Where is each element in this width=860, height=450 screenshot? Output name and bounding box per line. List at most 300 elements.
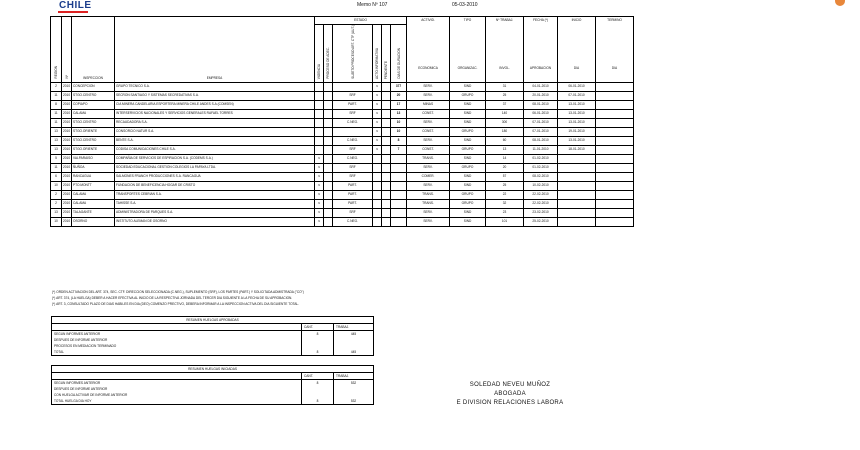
cell-region: 6 bbox=[51, 172, 62, 181]
cell-region: 11 bbox=[51, 163, 62, 172]
cell-trab: 32 bbox=[486, 199, 524, 208]
memo-date: 05-03-2010 bbox=[452, 2, 478, 8]
cell-trab: 22 bbox=[486, 190, 524, 199]
cell-suj bbox=[333, 127, 373, 136]
cell-no: 2010 bbox=[62, 127, 72, 136]
cell-acto bbox=[373, 163, 382, 172]
cell-vig bbox=[315, 100, 324, 109]
cell-insp: COPIAPO bbox=[72, 100, 115, 109]
table-row bbox=[51, 172, 634, 181]
cell-adec bbox=[324, 82, 333, 91]
cell-suj: C.NEG. bbox=[333, 217, 373, 226]
table-row bbox=[51, 100, 634, 109]
cell-act: TRANS. bbox=[407, 154, 450, 163]
cell-act: SERV. bbox=[407, 208, 450, 217]
cell-ter bbox=[596, 172, 634, 181]
cell-emp: RECAUDADORA S.A. bbox=[115, 118, 315, 127]
header-estado: ESTADO bbox=[315, 17, 407, 25]
table-row bbox=[51, 109, 634, 118]
cell-pend bbox=[382, 145, 391, 154]
cell-dias bbox=[391, 181, 407, 190]
cell-dias: 10 bbox=[391, 127, 407, 136]
cell-vig: X bbox=[315, 163, 324, 172]
cell-dias: 20 bbox=[391, 91, 407, 100]
cell-act: SERV. bbox=[407, 118, 450, 127]
cell-region: 13 bbox=[51, 145, 62, 154]
table-row bbox=[51, 82, 634, 91]
cell-tipo: GRUPO bbox=[450, 91, 486, 100]
cell-no: 2010 bbox=[62, 208, 72, 217]
cell-act: CONST. bbox=[407, 109, 450, 118]
cell-tipo: SIND bbox=[450, 136, 486, 145]
cell-dias bbox=[391, 154, 407, 163]
cell-ter bbox=[596, 82, 634, 91]
cell-vig: X bbox=[315, 172, 324, 181]
cell-ter bbox=[596, 190, 634, 199]
cell-insp: STGO.ORIENTE bbox=[72, 127, 115, 136]
cell-no: 2010 bbox=[62, 82, 72, 91]
cell-trab: 37 bbox=[486, 100, 524, 109]
cell-acto: X bbox=[373, 82, 382, 91]
table-row bbox=[51, 91, 634, 100]
cell-emp: SOCIEDAD EDUCACIONAL GESTION COLEGIOS LA PAPAYA LTDA. bbox=[115, 163, 315, 172]
header-pendiente: PENDIENTE bbox=[382, 25, 391, 83]
summary-label: TOTAL HUELGA DIA HOY bbox=[52, 398, 302, 405]
header-inicio: INICIO DIA bbox=[558, 17, 596, 83]
cell-fecha: 04-01-2010 bbox=[524, 82, 558, 91]
cell-emp: INTERSERVICIOS NACIONALES Y SERVICIOS GENERALES RAFAEL TORRES bbox=[115, 109, 315, 118]
cell-adec bbox=[324, 208, 333, 217]
signature-name: SOLEDAD NEVEU MUÑOZ bbox=[469, 382, 551, 388]
cell-ter bbox=[596, 127, 634, 136]
table-row bbox=[51, 136, 634, 145]
cell-emp: SECRON SANTIAGO Y SISTEMAS SECREDATIVAS S.A. bbox=[115, 91, 315, 100]
cell-insp: CALAMA bbox=[72, 109, 115, 118]
cell-suj: PART. bbox=[333, 181, 373, 190]
cell-trab: 140 bbox=[486, 109, 524, 118]
cell-acto: X bbox=[373, 127, 382, 136]
cell-vig bbox=[315, 118, 324, 127]
cell-vig: X bbox=[315, 199, 324, 208]
table-row bbox=[51, 190, 634, 199]
cell-pend bbox=[382, 199, 391, 208]
cell-ini bbox=[558, 181, 596, 190]
cell-insp: CALAMA bbox=[72, 190, 115, 199]
cell-region: 8 bbox=[51, 100, 62, 109]
header-empresa: EMPRESA bbox=[115, 17, 315, 83]
cell-act: SERV. bbox=[407, 82, 450, 91]
cell-ini: 06-01-2010 bbox=[558, 82, 596, 91]
cell-fecha: 22-02-2010 bbox=[524, 199, 558, 208]
cell-region: 11 bbox=[51, 91, 62, 100]
table-row bbox=[51, 217, 634, 226]
cell-pend bbox=[382, 163, 391, 172]
cell-acto bbox=[373, 217, 382, 226]
footnote-3: (*) ART. 3, CONSULTADO PLAZO DE DIAS HABILES EN DIA (DEO) COMENZO PRECTIVO, DEBERA INFORMAR A LA INSPECCION ACTIVA DEL DIA SIGUIENTE TOTAL. bbox=[52, 302, 300, 306]
cell-no: 2010 bbox=[62, 109, 72, 118]
cell-no: 2010 bbox=[62, 163, 72, 172]
cell-ini bbox=[558, 217, 596, 226]
cell-adec bbox=[324, 145, 333, 154]
cell-pend bbox=[382, 109, 391, 118]
cell-emp: BENTE S.A. bbox=[115, 136, 315, 145]
cell-region: 2 bbox=[51, 190, 62, 199]
memo-number: Memo Nº 107 bbox=[357, 2, 388, 8]
cell-act: SERV. bbox=[407, 136, 450, 145]
cell-region: 10 bbox=[51, 181, 62, 190]
header-dias: DIAS DE DURACION bbox=[391, 25, 407, 83]
cell-ini: 07-01-2010 bbox=[558, 91, 596, 100]
cell-vig bbox=[315, 91, 324, 100]
cell-act: COMER. bbox=[407, 172, 450, 181]
cell-adec bbox=[324, 172, 333, 181]
cell-dias: 377 bbox=[391, 82, 407, 91]
cell-ini: 13-01-2010 bbox=[558, 136, 596, 145]
table-row bbox=[51, 154, 634, 163]
cell-ter bbox=[596, 109, 634, 118]
cell-adec bbox=[324, 181, 333, 190]
cell-dias: 10 bbox=[391, 118, 407, 127]
cell-dias: 17 bbox=[391, 100, 407, 109]
header-actividad: ACTIVID. ECONOMICA bbox=[407, 17, 450, 83]
cell-suj: SRF bbox=[333, 163, 373, 172]
cell-emp: ADMINISTRADORA DE PARQUES S.A. bbox=[115, 208, 315, 217]
cell-no: 2010 bbox=[62, 217, 72, 226]
cell-tipo: SIND bbox=[450, 118, 486, 127]
cell-pend bbox=[382, 100, 391, 109]
cell-fecha: 01-02-2010 bbox=[524, 154, 558, 163]
cell-acto: X bbox=[373, 109, 382, 118]
cell-no: 2010 bbox=[62, 118, 72, 127]
summary-row bbox=[52, 398, 374, 405]
cell-dias: 8 bbox=[391, 136, 407, 145]
cell-ter bbox=[596, 199, 634, 208]
cell-trab: 20 bbox=[486, 163, 524, 172]
cell-no: 2010 bbox=[62, 154, 72, 163]
cell-fecha: 20-01-2010 bbox=[524, 91, 558, 100]
table-row bbox=[51, 127, 634, 136]
cell-fecha: 11-01-2010 bbox=[524, 145, 558, 154]
signature-role: ABOGADA bbox=[494, 391, 526, 397]
cell-trab: 31 bbox=[486, 82, 524, 91]
cell-ter bbox=[596, 145, 634, 154]
table-row bbox=[51, 145, 634, 154]
cell-emp: TRANSPORTES CEBRIAN S.A. bbox=[115, 190, 315, 199]
summary-label: CON HUELGA ACTIVAR DE INFORME ANTERIOR bbox=[52, 392, 302, 398]
cell-adec bbox=[324, 154, 333, 163]
cell-tipo: GRUPO bbox=[450, 190, 486, 199]
huelgas-table bbox=[50, 16, 634, 227]
summary-title: RESUMEN HUELGAS APROBADAS bbox=[52, 317, 374, 324]
cell-pend bbox=[382, 217, 391, 226]
cell-ini: 13-01-2010 bbox=[558, 109, 596, 118]
summary-label: TOTAL bbox=[52, 349, 302, 356]
cell-adec bbox=[324, 217, 333, 226]
cell-ini bbox=[558, 172, 596, 181]
cell-adec bbox=[324, 136, 333, 145]
cell-no: 2010 bbox=[62, 172, 72, 181]
header-acto: ACTO INFORMATIVA bbox=[373, 25, 382, 83]
cell-vig bbox=[315, 145, 324, 154]
cell-insp: ÑUÑOA bbox=[72, 163, 115, 172]
cell-dias: 13 bbox=[391, 109, 407, 118]
cell-suj bbox=[333, 82, 373, 91]
summary-label: SEGUN INFORMES ANTERIOR bbox=[52, 380, 302, 387]
header-sujeto: SUJETO PROCESO ART. CTF (AUT.) bbox=[333, 25, 373, 83]
cell-insp: VALPARAISO bbox=[72, 154, 115, 163]
footnote-1: (*) ORDEN ACTIVACION DEL ART. 374, SEC. CTF. DIRECCION SELECCIONADA (C.NEG.), SUPLEMENTO (SRF), LOS PARTES (PART.) Y SOLICITADA ADMISTRADA ("CO") bbox=[52, 290, 304, 294]
cell-tipo: GRUPO bbox=[450, 163, 486, 172]
cell-tipo: SIND bbox=[450, 109, 486, 118]
cell-act: TRANS. bbox=[407, 190, 450, 199]
summary-cant: 8 bbox=[302, 380, 334, 387]
cell-pend bbox=[382, 91, 391, 100]
cell-tipo: SIND bbox=[450, 82, 486, 91]
cell-dias: 7 bbox=[391, 145, 407, 154]
cell-adec bbox=[324, 163, 333, 172]
cell-dias bbox=[391, 163, 407, 172]
cell-fecha: 07-01-2010 bbox=[524, 118, 558, 127]
summary-cant: 8 bbox=[302, 398, 334, 405]
cell-act: SERV. bbox=[407, 91, 450, 100]
cell-tipo: SIND bbox=[450, 217, 486, 226]
cell-suj: SRF bbox=[333, 91, 373, 100]
cell-tipo: GRUPO bbox=[450, 145, 486, 154]
cell-insp: STGO.CENTRO bbox=[72, 136, 115, 145]
header-trabajadores: Nº TRABAJ. INVOL. bbox=[486, 17, 524, 83]
cell-insp: STGO.CENTRO bbox=[72, 91, 115, 100]
cell-region: 13 bbox=[51, 136, 62, 145]
cell-adec bbox=[324, 118, 333, 127]
cell-no: 2010 bbox=[62, 136, 72, 145]
cell-dias bbox=[391, 208, 407, 217]
cell-pend bbox=[382, 136, 391, 145]
cell-insp: RANCAGUA bbox=[72, 172, 115, 181]
header-termino: TERMINO DIA bbox=[596, 17, 634, 83]
cell-vig bbox=[315, 109, 324, 118]
cell-ter bbox=[596, 217, 634, 226]
cell-emp: INSTITUTO ALEMAN DE OSORNO bbox=[115, 217, 315, 226]
summary-trab: 532 bbox=[334, 380, 374, 387]
cell-ter bbox=[596, 118, 634, 127]
cell-ini bbox=[558, 190, 596, 199]
cell-pend bbox=[382, 208, 391, 217]
summary-label: DESPUES DE INFORME ANTERIOR bbox=[52, 337, 302, 343]
cell-trab: 180 bbox=[486, 127, 524, 136]
cell-pend bbox=[382, 154, 391, 163]
cell-dias bbox=[391, 172, 407, 181]
cell-ter bbox=[596, 163, 634, 172]
summary-started-table bbox=[51, 365, 374, 405]
cell-suj: PART. bbox=[333, 190, 373, 199]
cell-acto bbox=[373, 208, 382, 217]
summary-label: DESPUES DE INFORME ANTERIOR bbox=[52, 386, 302, 392]
signature-block bbox=[440, 381, 580, 408]
summary-trab: 445 bbox=[334, 349, 374, 356]
cell-act: CONST. bbox=[407, 145, 450, 154]
cell-vig: X bbox=[315, 208, 324, 217]
cell-tipo: GRUPO bbox=[450, 199, 486, 208]
cell-acto: X bbox=[373, 100, 382, 109]
cell-fecha: 22-02-2010 bbox=[524, 190, 558, 199]
cell-emp: COMPAÑIA DE SERVICIOS DE ESPIRACION S.A. (CODEMS S.A.) bbox=[115, 154, 315, 163]
cell-pend bbox=[382, 181, 391, 190]
cell-no: 2010 bbox=[62, 145, 72, 154]
cell-tipo: SIND bbox=[450, 154, 486, 163]
corner-logo-icon bbox=[835, 0, 845, 6]
cell-tipo: SIND bbox=[450, 208, 486, 217]
cell-fecha: 08-01-2010 bbox=[524, 136, 558, 145]
cell-fecha: 08-01-2010 bbox=[524, 100, 558, 109]
table-row bbox=[51, 163, 634, 172]
summary-head-blank bbox=[52, 324, 302, 331]
cell-tipo: SIND bbox=[450, 172, 486, 181]
cell-act: CONST. bbox=[407, 127, 450, 136]
cell-trab: 25 bbox=[486, 181, 524, 190]
cell-dias bbox=[391, 217, 407, 226]
cell-emp: SALMONES FRANCH PRODUCCIONES S.A. RANCAGUA bbox=[115, 172, 315, 181]
cell-insp: TALAGANTE bbox=[72, 208, 115, 217]
logo: CHILE bbox=[59, 0, 92, 11]
cell-ter bbox=[596, 208, 634, 217]
cell-acto bbox=[373, 181, 382, 190]
cell-acto: X bbox=[373, 136, 382, 145]
cell-ini bbox=[558, 154, 596, 163]
cell-tipo: SIND bbox=[450, 100, 486, 109]
cell-trab: 23 bbox=[486, 208, 524, 217]
logo-stripe bbox=[58, 11, 88, 13]
cell-ini bbox=[558, 163, 596, 172]
cell-insp: CALAMA bbox=[72, 199, 115, 208]
table-row bbox=[51, 208, 634, 217]
cell-ter bbox=[596, 100, 634, 109]
cell-vig: X bbox=[315, 217, 324, 226]
cell-suj: C.NEG. bbox=[333, 118, 373, 127]
cell-adec bbox=[324, 127, 333, 136]
cell-act: MINAS bbox=[407, 100, 450, 109]
header-fecha: FECHA (*) APROBACION bbox=[524, 17, 558, 83]
summary-approved-table bbox=[51, 316, 374, 356]
cell-pend bbox=[382, 190, 391, 199]
cell-ini: 18-01-2010 bbox=[558, 145, 596, 154]
table-row bbox=[51, 118, 634, 127]
cell-acto: X bbox=[373, 145, 382, 154]
cell-fecha: 01-02-2010 bbox=[524, 163, 558, 172]
cell-insp: PTO.MONTT bbox=[72, 181, 115, 190]
cell-ini: 13-01-2010 bbox=[558, 118, 596, 127]
cell-trab: 57 bbox=[486, 172, 524, 181]
cell-suj: SRF bbox=[333, 145, 373, 154]
cell-region: 11 bbox=[51, 109, 62, 118]
summary-title: RESUMEN HUELGAS INICIADAS bbox=[52, 366, 374, 373]
header-no: Nº bbox=[62, 17, 72, 83]
cell-region: 13 bbox=[51, 127, 62, 136]
cell-trab: 60 bbox=[486, 136, 524, 145]
cell-acto bbox=[373, 199, 382, 208]
cell-suj: C.NEG. bbox=[333, 136, 373, 145]
cell-vig: X bbox=[315, 181, 324, 190]
cell-region: 11 bbox=[51, 118, 62, 127]
cell-insp: STGO.ORIENTE bbox=[72, 145, 115, 154]
cell-region: 2 bbox=[51, 82, 62, 91]
cell-acto: X bbox=[373, 118, 382, 127]
cell-insp: STGO.CENTRO bbox=[72, 118, 115, 127]
footnote-2: (*) ART. 374, (LA HUELGA) DEBER A HACER EFECTIVA AL INICIO DE LA RESPECTIVA JORNADA DEL TERCER DIA SIGUIENTE A LA FECHA DE SU APROBACION. bbox=[52, 296, 293, 300]
cell-act: SERV. bbox=[407, 163, 450, 172]
cell-adec bbox=[324, 190, 333, 199]
cell-no: 2010 bbox=[62, 181, 72, 190]
cell-emp: CIA MINERA CANDELARIA ESPORTERA MINERA CHILE ANDES S.A.(COMSEN) bbox=[115, 100, 315, 109]
cell-trab: 101 bbox=[486, 217, 524, 226]
cell-emp: FUNDACION DE BENEFICENCIA HOGAR DE CRISTO bbox=[115, 181, 315, 190]
cell-no: 2010 bbox=[62, 100, 72, 109]
cell-fecha: 25-02-2010 bbox=[524, 217, 558, 226]
summary-head-trab: TRABAJ. bbox=[334, 373, 374, 380]
cell-pend bbox=[382, 127, 391, 136]
cell-fecha: 07-01-2010 bbox=[524, 127, 558, 136]
cell-ter bbox=[596, 136, 634, 145]
table-header-row-estado bbox=[51, 17, 634, 25]
cell-fecha: 06-01-2010 bbox=[524, 109, 558, 118]
cell-vig bbox=[315, 127, 324, 136]
cell-tipo: GRUPO bbox=[450, 127, 486, 136]
summary-cant: 8 bbox=[302, 349, 334, 356]
cell-tipo: SIND bbox=[450, 181, 486, 190]
cell-region: 13 bbox=[51, 208, 62, 217]
summary-cant: 8 bbox=[302, 331, 334, 338]
cell-fecha: 10-02-2010 bbox=[524, 181, 558, 190]
cell-ini bbox=[558, 199, 596, 208]
table-row bbox=[51, 181, 634, 190]
cell-vig bbox=[315, 82, 324, 91]
cell-trab: 13 bbox=[486, 145, 524, 154]
cell-suj: SRF bbox=[333, 172, 373, 181]
cell-dias bbox=[391, 190, 407, 199]
cell-insp: OSORNO bbox=[72, 217, 115, 226]
cell-emp: CODISA COMUNICACIONES CHILE S.A. bbox=[115, 145, 315, 154]
cell-adec bbox=[324, 91, 333, 100]
header-tipo: TIPO ORGANIZAC. bbox=[450, 17, 486, 83]
cell-suj: SRF bbox=[333, 208, 373, 217]
cell-emp: GRUPO TECNICO S.A. bbox=[115, 82, 315, 91]
cell-adec bbox=[324, 199, 333, 208]
summary-head-cant: CANT. bbox=[302, 324, 334, 331]
cell-ini bbox=[558, 208, 596, 217]
signature-unit: E DIVISION RELACIONES LABORA bbox=[456, 400, 564, 406]
cell-act: TRANS. bbox=[407, 199, 450, 208]
cell-trab: 25 bbox=[486, 91, 524, 100]
cell-acto: X bbox=[373, 91, 382, 100]
cell-suj: PART. bbox=[333, 199, 373, 208]
cell-acto bbox=[373, 172, 382, 181]
summary-head-trab: TRABAJ. bbox=[334, 324, 374, 331]
cell-no: 2010 bbox=[62, 190, 72, 199]
cell-act: SERV. bbox=[407, 217, 450, 226]
cell-suj: PART. bbox=[333, 100, 373, 109]
cell-ter bbox=[596, 181, 634, 190]
cell-trab: 14 bbox=[486, 154, 524, 163]
cell-trab: 300 bbox=[486, 118, 524, 127]
summary-label: SEGUN INFORMES ANTERIOR bbox=[52, 331, 302, 338]
header-adec: PROCESO DE ADEC. bbox=[324, 25, 333, 83]
cell-adec bbox=[324, 100, 333, 109]
cell-acto bbox=[373, 154, 382, 163]
cell-ter bbox=[596, 91, 634, 100]
cell-pend bbox=[382, 118, 391, 127]
cell-dias bbox=[391, 199, 407, 208]
cell-vig: X bbox=[315, 190, 324, 199]
cell-vig bbox=[315, 136, 324, 145]
